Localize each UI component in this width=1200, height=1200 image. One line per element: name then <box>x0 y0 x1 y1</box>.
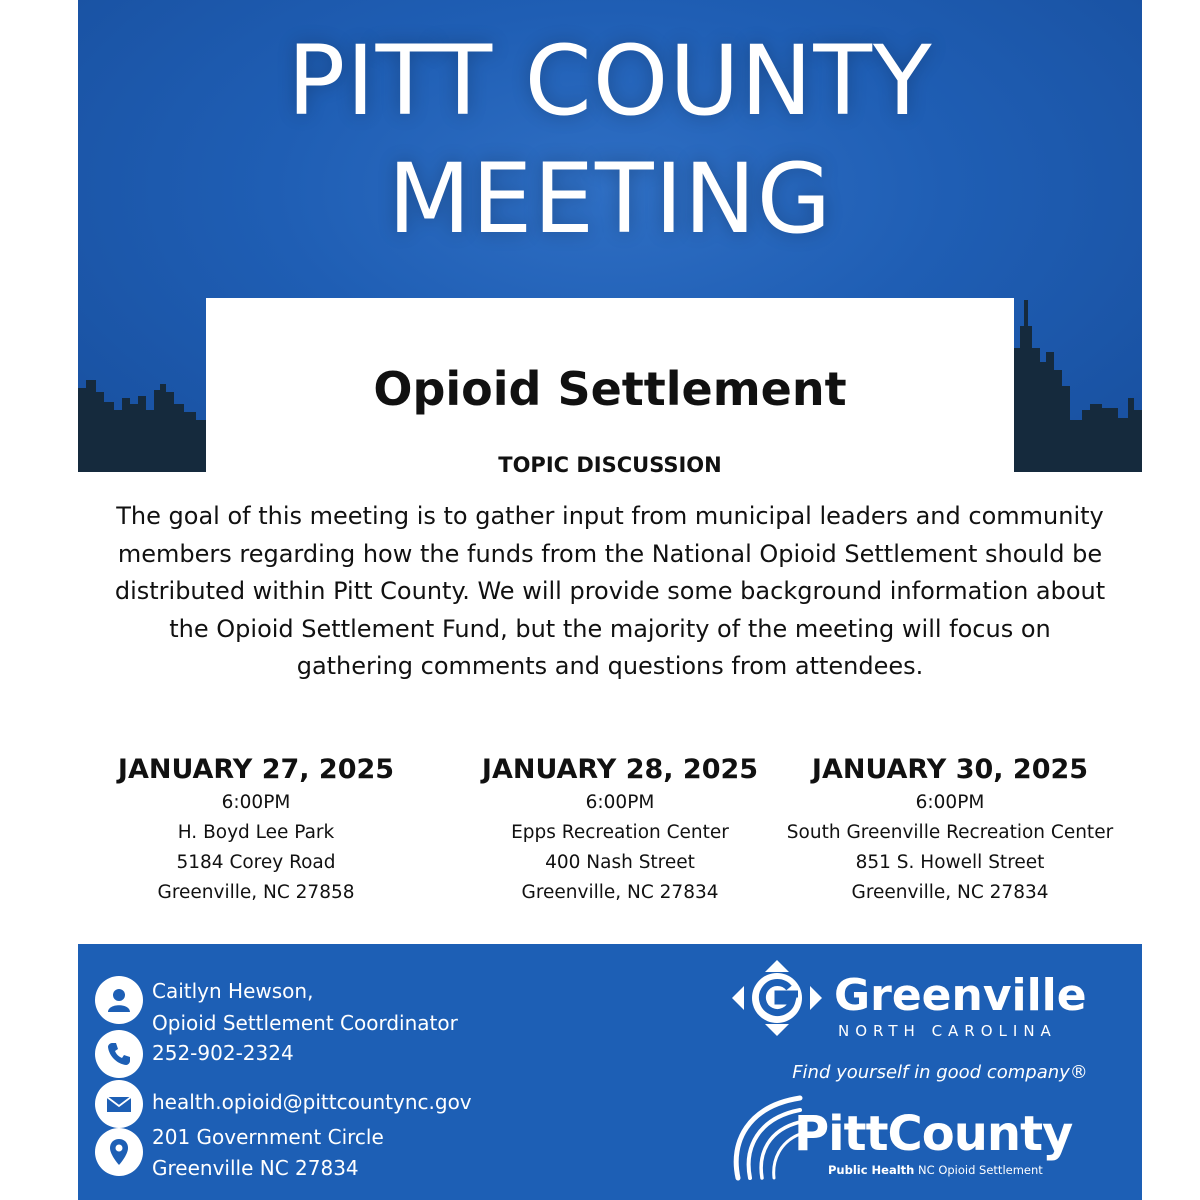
pittcounty-name: PittCounty <box>794 1106 1073 1162</box>
event-date: JANUARY 27, 2025 <box>117 754 395 785</box>
event-venue: H. Boyd Lee Park <box>177 822 335 843</box>
right-margin <box>1142 0 1200 1200</box>
pittcounty-subtitle <box>828 1162 1043 1178</box>
event-time: 6:00PM <box>221 792 291 813</box>
left-margin <box>0 0 78 1200</box>
topic-label: TOPIC DISCUSSION <box>498 453 722 477</box>
event-city: Greenville, NC 27858 <box>157 882 355 903</box>
event-city: Greenville, NC 27834 <box>851 882 1049 903</box>
contact-phone <box>95 1030 143 1078</box>
event-venue: Epps Recreation Center <box>511 822 729 843</box>
title-line-2: MEETING <box>387 143 833 255</box>
event-date: JANUARY 28, 2025 <box>481 754 759 785</box>
contact-address <box>95 1128 143 1176</box>
phone-icon <box>95 1030 143 1078</box>
event-street: 5184 Corey Road <box>176 852 336 873</box>
envelope-icon <box>95 1080 143 1128</box>
greenville-name: Greenville <box>834 970 1087 1021</box>
contact-role: Opioid Settlement Coordinator <box>152 1011 458 1035</box>
greenville-tagline: Find yourself in good company® <box>792 1062 1088 1083</box>
meeting-description: The goal of this meeting is to gather input from municipal leaders and community members regarding how the funds from the National Opioid Settlement should be distributed within Pitt County. We will provide some background information about the Opioid Settlement Fund, but the majority of the meeting will focus on gathering comments and questions from attendees. <box>114 502 1106 681</box>
event-time: 6:00PM <box>585 792 655 813</box>
greenville-state: NORTH CAROLINA <box>838 1022 1057 1040</box>
contact-email-address[interactable]: health.opioid@pittcountync.gov <box>152 1090 472 1114</box>
contact-email <box>95 1080 143 1128</box>
subtitle: Opioid Settlement <box>373 362 847 416</box>
event-item <box>448 752 792 908</box>
pittcounty-sub-rest: NC Opioid Settlement <box>914 1163 1043 1177</box>
event-street: 400 Nash Street <box>545 852 695 873</box>
pittcounty-sub-bold: Public Health <box>828 1163 915 1177</box>
contact-name: Caitlyn Hewson, <box>152 979 314 1003</box>
event-time: 6:00PM <box>915 792 985 813</box>
contact-phone-number[interactable]: 252-902-2324 <box>152 1041 294 1065</box>
contact-address-line-1: 201 Government Circle <box>152 1125 384 1149</box>
event-list <box>78 752 1142 912</box>
event-venue: South Greenville Recreation Center <box>786 822 1114 843</box>
event-item <box>78 752 434 908</box>
person-icon <box>95 976 143 1024</box>
title-line-1: PITT COUNTY <box>287 25 933 137</box>
event-street: 851 S. Howell Street <box>855 852 1045 873</box>
page-title <box>78 22 1142 258</box>
contact-address-line-2: Greenville NC 27834 <box>152 1156 359 1180</box>
contact-person <box>95 976 143 1024</box>
event-date: JANUARY 30, 2025 <box>811 754 1089 785</box>
location-pin-icon <box>95 1128 143 1176</box>
event-item <box>768 752 1132 908</box>
event-city: Greenville, NC 27834 <box>521 882 719 903</box>
